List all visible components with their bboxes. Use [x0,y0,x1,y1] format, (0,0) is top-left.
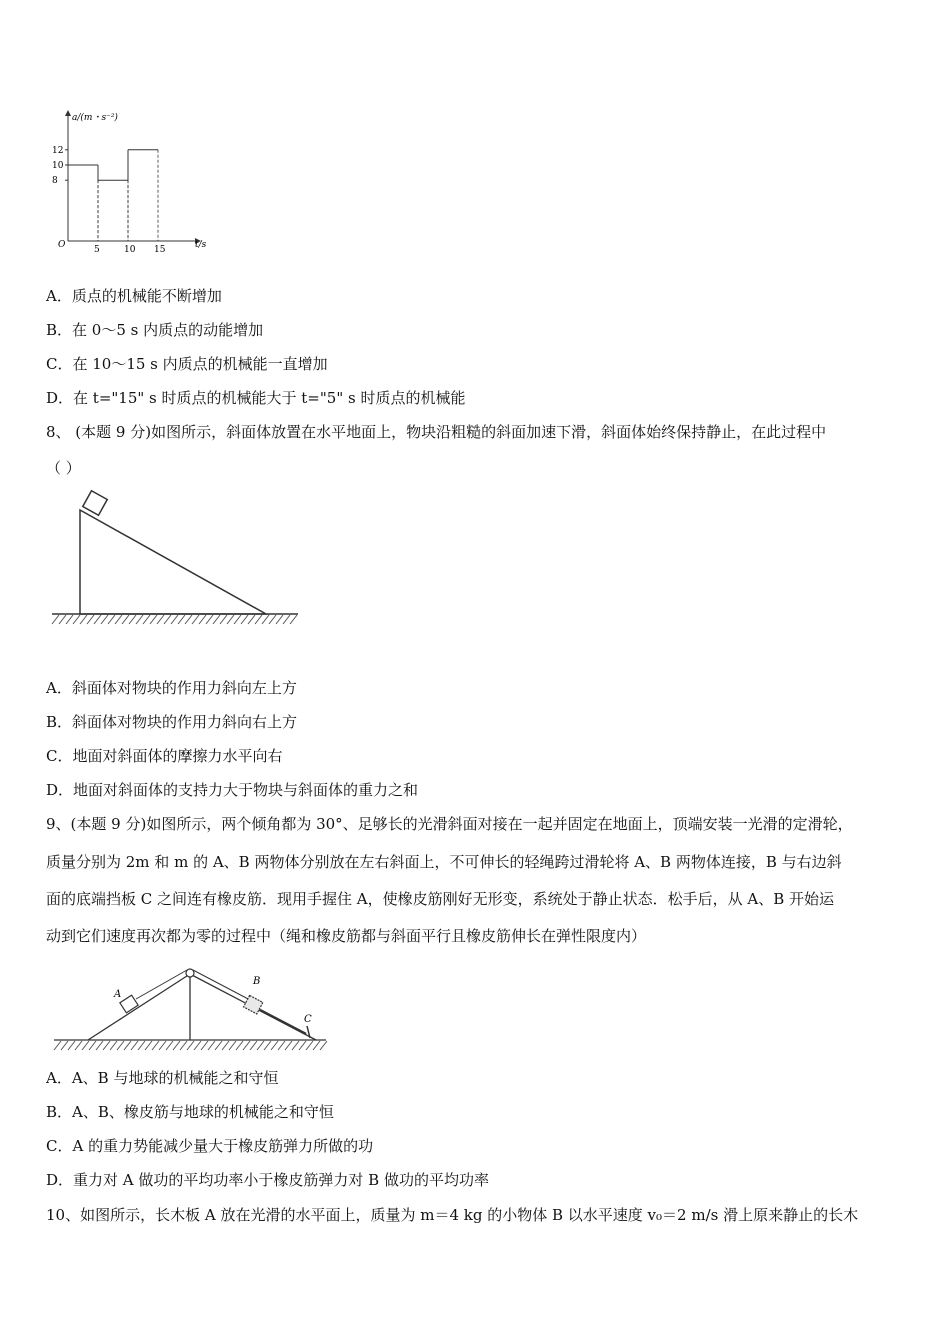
hatch-mark [66,615,73,624]
q8-stem: 8、 (本题 9 分)如图所示，斜面体放置在水平地面上，物块沿粗糙的斜面加速下滑，斜面体始终保持静止，在此过程中 [46,423,827,441]
hatch-mark [269,615,276,624]
hatch-mark [89,1041,96,1050]
q8-option-d: D．地面对斜面体的支持力大于物块与斜面体的重力之和 [46,781,419,799]
y-tick-label: 10 [52,161,64,171]
hatch-mark [103,1041,110,1050]
y-tick-label: 12 [52,145,64,156]
hatch-mark [101,615,108,624]
hatch-mark [131,1041,138,1050]
hatch-mark [229,1041,236,1050]
hatch-mark [306,1041,313,1050]
left-incline [88,974,190,1040]
hatch-mark [276,615,283,624]
q8-option-b: B．斜面体对物块的作用力斜向右上方 [46,713,298,731]
hatch-mark [271,1041,278,1050]
rubber-band [260,1010,306,1034]
ground-hatching-2 [54,1041,327,1050]
label-a: A [114,989,122,1000]
hatch-mark [257,1041,264,1050]
hatch-mark [208,1041,215,1050]
hatch-mark [82,1041,89,1050]
q7-option-a: A．质点的机械能不断增加 [46,287,222,305]
q9-option-d: D．重力对 A 做功的平均功率小于橡皮筋弹力对 B 做功的平均功率 [46,1171,489,1189]
hatch-mark [264,1041,271,1050]
hatch-mark [143,615,150,624]
hatch-mark [152,1041,159,1050]
hatch-mark [96,1041,103,1050]
y-tick-label: 8 [52,176,58,187]
hatch-mark [222,1041,229,1050]
hatch-mark [299,1041,306,1050]
hatch-mark [94,615,101,624]
q9-stem-line-1: 9、(本题 9 分)如图所示，两个倾角都为 30°、足够长的光滑斜面对接在一起并固定在地面上，顶端安装一光滑的定滑轮， [46,815,853,833]
hatch-mark [59,615,66,624]
hatch-mark [199,615,206,624]
block-a [120,995,138,1013]
hatch-mark [124,1041,131,1050]
hatch-mark [285,1041,292,1050]
hatch-mark [255,615,262,624]
hatch-mark [262,615,269,624]
hatch-mark [201,1041,208,1050]
incline-wedge [80,510,266,614]
q9-stem-line-4: 动到它们速度再次都为零的过程中（绳和橡皮筋都与斜面平行且橡皮筋伸长在弹性限度内） [46,927,647,945]
hatch-mark [192,615,199,624]
hatch-mark [166,1041,173,1050]
hatch-mark [290,615,297,624]
hatch-mark [227,615,234,624]
hatch-mark [278,1041,285,1050]
hatch-mark [234,615,241,624]
hatch-mark [138,1041,145,1050]
hatch-mark [150,615,157,624]
q9-option-a: A．A、B 与地球的机械能之和守恒 [46,1069,279,1087]
hatch-mark [117,1041,124,1050]
x-tick-label: 5 [94,245,100,255]
hatch-mark [159,1041,166,1050]
x-tick-label: 10 [124,245,136,255]
hatch-mark [173,1041,180,1050]
hatch-mark [68,1041,75,1050]
q8-option-a: A．斜面体对物块的作用力斜向左上方 [46,679,297,697]
hatch-mark [313,1041,320,1050]
rope-left [136,970,187,999]
hatch-mark [320,1041,327,1050]
hatch-mark [145,1041,152,1050]
hatch-mark [213,615,220,624]
q9-stem-line-3: 面的底端挡板 C 之间连有橡皮筋．现用手握住 A，使橡皮筋刚好无形变，系统处于静止状态．松手后，从 A、B 开始运 [46,890,835,908]
hatch-mark [52,615,59,624]
hatch-mark [220,615,227,624]
hatch-mark [80,615,87,624]
hatch-mark [292,1041,299,1050]
rope-right [193,970,252,1001]
q9-option-b: B．A、B、橡皮筋与地球的机械能之和守恒 [46,1103,334,1121]
q7-option-d: D．在 t="15" s 时质点的机械能大于 t="5" s 时质点的机械能 [46,389,466,407]
hatch-mark [157,615,164,624]
incline-figure [48,490,313,635]
q9-stem-line-2: 质量分别为 2m 和 m 的 A、B 两物体分别放在左右斜面上，不可伸长的轻绳跨过滑轮将 A、B 两物体连接，B 与右边斜 [46,853,842,871]
hatch-mark [61,1041,68,1050]
hatch-mark [241,615,248,624]
ground-hatching [52,615,297,624]
label-c: C [304,1014,312,1025]
hatch-mark [178,615,185,624]
x-tick-label: 15 [154,245,166,255]
hatch-mark [185,615,192,624]
hatch-mark [87,615,94,624]
hatch-mark [136,615,143,624]
hatch-mark [75,1041,82,1050]
hatch-mark [73,615,80,624]
q7-option-c: C．在 10～15 s 内质点的机械能一直增加 [46,355,328,373]
hatch-mark [122,615,129,624]
y-axis-label: a/(m・s⁻²) [72,113,118,123]
q10-stem: 10、如图所示，长木板 A 放在光滑的水平面上，质量为 m＝4 kg 的小物体 B 以水平速度 v₀＝2 m/s 滑上原来静止的长木 [46,1206,859,1224]
q9-option-c: C．A 的重力势能减少量大于橡皮筋弹力所做的功 [46,1137,374,1155]
label-b: B [253,976,261,987]
pulley [186,969,194,977]
q8-stem-bracket: （ ） [46,459,81,477]
sliding-block [83,491,107,515]
q7-option-b: B．在 0～5 s 内质点的动能增加 [46,321,264,339]
hatch-mark [171,615,178,624]
hatch-mark [250,1041,257,1050]
hatch-mark [248,615,255,624]
double-incline-figure [48,962,333,1054]
hatch-mark [110,1041,117,1050]
hatch-mark [187,1041,194,1050]
hatch-mark [215,1041,222,1050]
hatch-mark [283,615,290,624]
hatch-mark [206,615,213,624]
x-axis-label: t/s [195,240,207,250]
hatch-mark [243,1041,250,1050]
hatch-mark [194,1041,201,1050]
hatch-mark [54,1041,61,1050]
hatch-mark [129,615,136,624]
hatch-mark [236,1041,243,1050]
hatch-mark [108,615,115,624]
hatch-mark [164,615,171,624]
q8-option-c: C．地面对斜面体的摩擦力水平向右 [46,747,283,765]
acceleration-time-chart [48,105,218,255]
hatch-mark [180,1041,187,1050]
hatch-mark [115,615,122,624]
origin-label: O [58,240,66,250]
